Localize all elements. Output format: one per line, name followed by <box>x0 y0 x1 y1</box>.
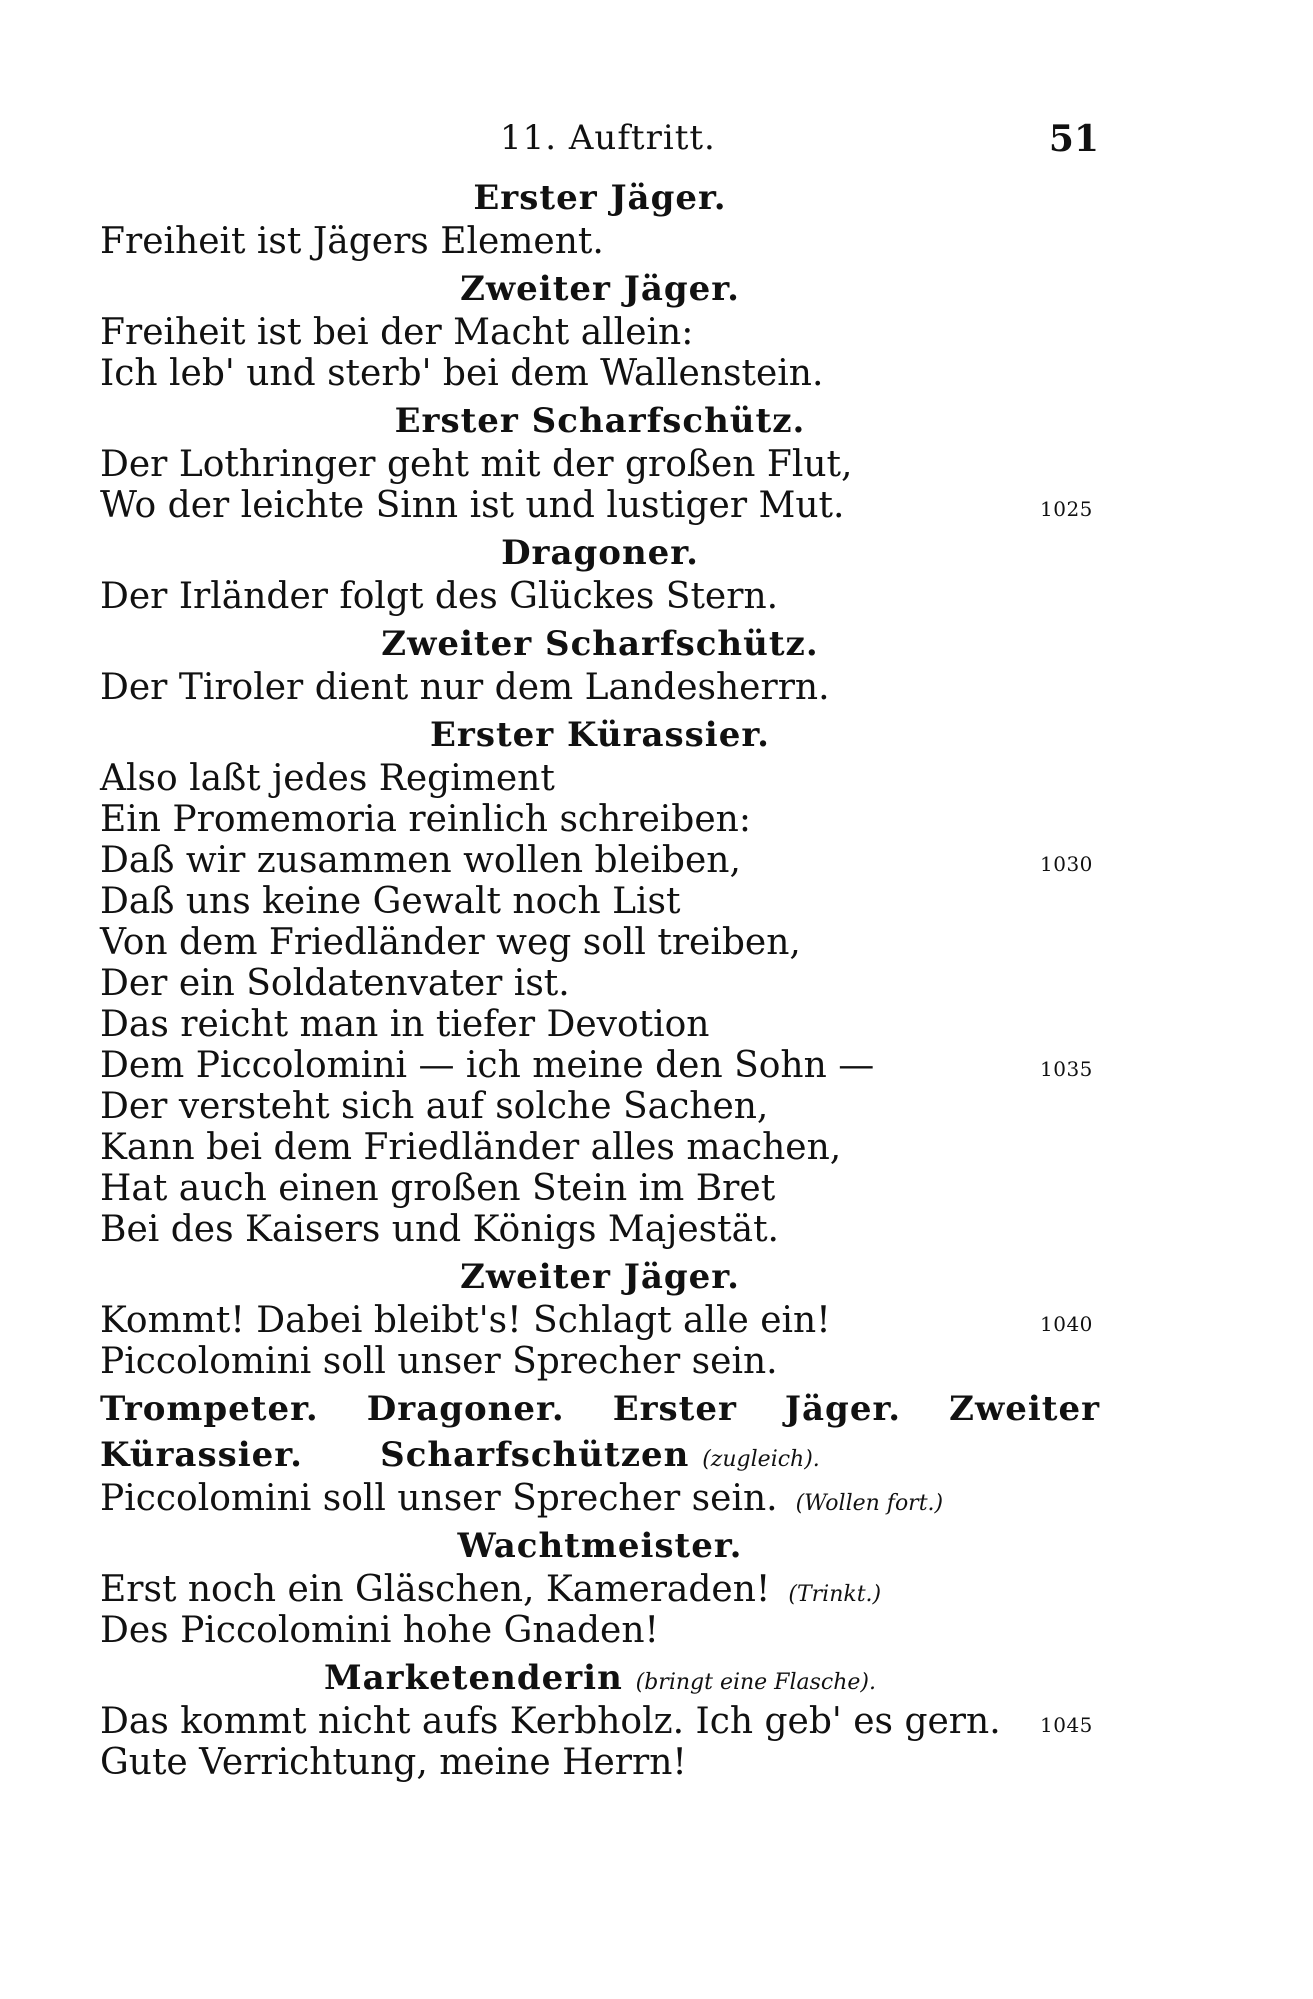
line-number: 1045 <box>1040 1713 1093 1737</box>
verse-text-line: Der Tiroler dient nur dem Landesherrn. <box>100 667 830 708</box>
verse-text-line: Von dem Friedländer weg soll treiben, <box>100 922 801 963</box>
verse-text-line: Wo der leichte Sinn ist und lustiger Mut. <box>100 485 845 526</box>
verse-text-line: Daß wir zusammen wollen bleiben, <box>100 840 741 881</box>
verse-line <box>100 1045 1100 1086</box>
verse-text-line: Piccolomini soll unser Sprecher sein. <box>100 1341 778 1382</box>
verse-text-line: Freiheit ist bei der Macht allein: <box>100 312 694 353</box>
verse-text-line: Des Piccolomini hohe Gnaden! <box>100 1610 660 1651</box>
speaker-heading <box>100 1655 1100 1701</box>
speaker-heading <box>100 621 1100 667</box>
verse-line <box>100 1127 1100 1168</box>
verse-line <box>100 667 1100 708</box>
speaker-name: Dragoner. <box>501 533 699 573</box>
speaker-heading <box>100 1523 1100 1569</box>
speaker-name: Trompeter. <box>100 1389 319 1429</box>
verse-line <box>100 221 1100 262</box>
verse-line <box>100 799 1100 840</box>
verse-line <box>100 1341 1100 1382</box>
verse-text-line: Dem Piccolomini — ich meine den Sohn — <box>100 1045 875 1086</box>
verse-text-line: Der ein Soldatenvater ist. <box>100 963 570 1004</box>
page-number: 51 <box>1048 118 1099 160</box>
verse-line <box>100 1610 1100 1651</box>
speaker-name: Zweiter Scharfschütz. <box>381 624 819 664</box>
verse-text-line: Kann bei dem Friedländer alles machen, <box>100 1127 842 1168</box>
verse-text-line: Ein Promemoria reinlich schreiben: <box>100 799 751 840</box>
verse-text-line: Der Lothringer geht mit der großen Flut, <box>100 444 853 485</box>
speaker-name: Zweiter Jäger. <box>460 1257 740 1297</box>
line-number: 1035 <box>1040 1057 1093 1081</box>
verse-text-line: Der versteht sich auf solche Sachen, <box>100 1086 769 1127</box>
speaker-name: Scharfschützen <box>380 1435 690 1475</box>
verse-text-line: Daß uns keine Gewalt noch List <box>100 881 681 922</box>
verse-line <box>100 1701 1100 1742</box>
verse-line <box>100 1168 1100 1209</box>
running-head: 11. Auftritt. <box>500 118 716 158</box>
verse-text-line: Der Irländer folgt des Glückes Stern. <box>100 576 779 617</box>
speaker-name: Zweiter Jäger. <box>460 269 740 309</box>
stage-direction: (bringt eine Flasche). <box>635 1670 876 1695</box>
line-number: 1025 <box>1040 497 1093 521</box>
verse-line <box>100 1569 1100 1610</box>
verse-text-line: Freiheit ist Jägers Element. <box>100 221 604 262</box>
verse-line <box>100 1004 1100 1045</box>
speaker-name: Marketenderin <box>324 1658 623 1698</box>
verse-line <box>100 1742 1100 1783</box>
line-number: 1030 <box>1040 852 1093 876</box>
stage-direction: (Trinkt.) <box>788 1582 882 1607</box>
stage-direction: (zugleich). <box>702 1447 820 1472</box>
verse-text-line: Hat auch einen großen Stein im Bret <box>100 1168 776 1209</box>
verse-line <box>100 312 1100 353</box>
verse-line <box>100 758 1100 799</box>
speaker-name: Erster Scharfschütz. <box>394 401 806 441</box>
speaker-name: Erster Kürassier. <box>430 715 770 755</box>
line-number: 1040 <box>1040 1312 1093 1336</box>
speaker-heading <box>100 712 1100 758</box>
speaker-heading <box>100 1254 1100 1300</box>
speaker-name: Erster Jäger. <box>473 178 727 218</box>
verse-line <box>100 963 1100 1004</box>
verse-text-line: Kommt! Dabei bleibt's! Schlagt alle ein! <box>100 1300 831 1341</box>
verse-line <box>100 353 1100 394</box>
speaker-heading <box>100 266 1100 312</box>
speaker-name: Dragoner. <box>366 1389 565 1429</box>
speaker-name: Wachtmeister. <box>457 1526 743 1566</box>
verse-line <box>100 576 1100 617</box>
verse-line <box>100 1300 1100 1341</box>
verse-text-line: Bei des Kaisers und Königs Majestät. <box>100 1209 779 1250</box>
verse-line <box>100 922 1100 963</box>
verse-text-line: Das kommt nicht aufs Kerbholz. Ich geb' es gern. <box>100 1701 1001 1742</box>
verse-line <box>100 881 1100 922</box>
speaker-heading <box>100 175 1100 221</box>
verse-line <box>100 444 1100 485</box>
stage-direction: (Wollen fort.) <box>795 1491 944 1516</box>
verse-text-line: Also laßt jedes Regiment <box>100 758 555 799</box>
verse-line <box>100 485 1100 526</box>
verse-text-line: Erst noch ein Gläschen, Kameraden! <box>100 1569 771 1610</box>
verse-text-line: Piccolomini soll unser Sprecher sein. <box>100 1478 778 1519</box>
speaker-name: Erster Jäger. <box>612 1389 902 1429</box>
page-header <box>0 118 1313 158</box>
speaker-heading <box>100 398 1100 444</box>
verse-text-line: Das reicht man in tiefer Devotion <box>100 1004 710 1045</box>
verse-line <box>100 840 1100 881</box>
verse-text-line: Gute Verrichtung, meine Herrn! <box>100 1742 687 1783</box>
block-gap <box>100 1783 1100 1787</box>
verse-text-line: Ich leb' und sterb' bei dem Wallenstein. <box>100 353 824 394</box>
verse-line <box>100 1209 1100 1250</box>
speaker-name: Zweiter Kürassier. <box>100 1389 1101 1475</box>
verse-text <box>100 175 1100 1787</box>
verse-line <box>100 1478 1100 1519</box>
speaker-heading <box>100 530 1100 576</box>
verse-line <box>100 1086 1100 1127</box>
